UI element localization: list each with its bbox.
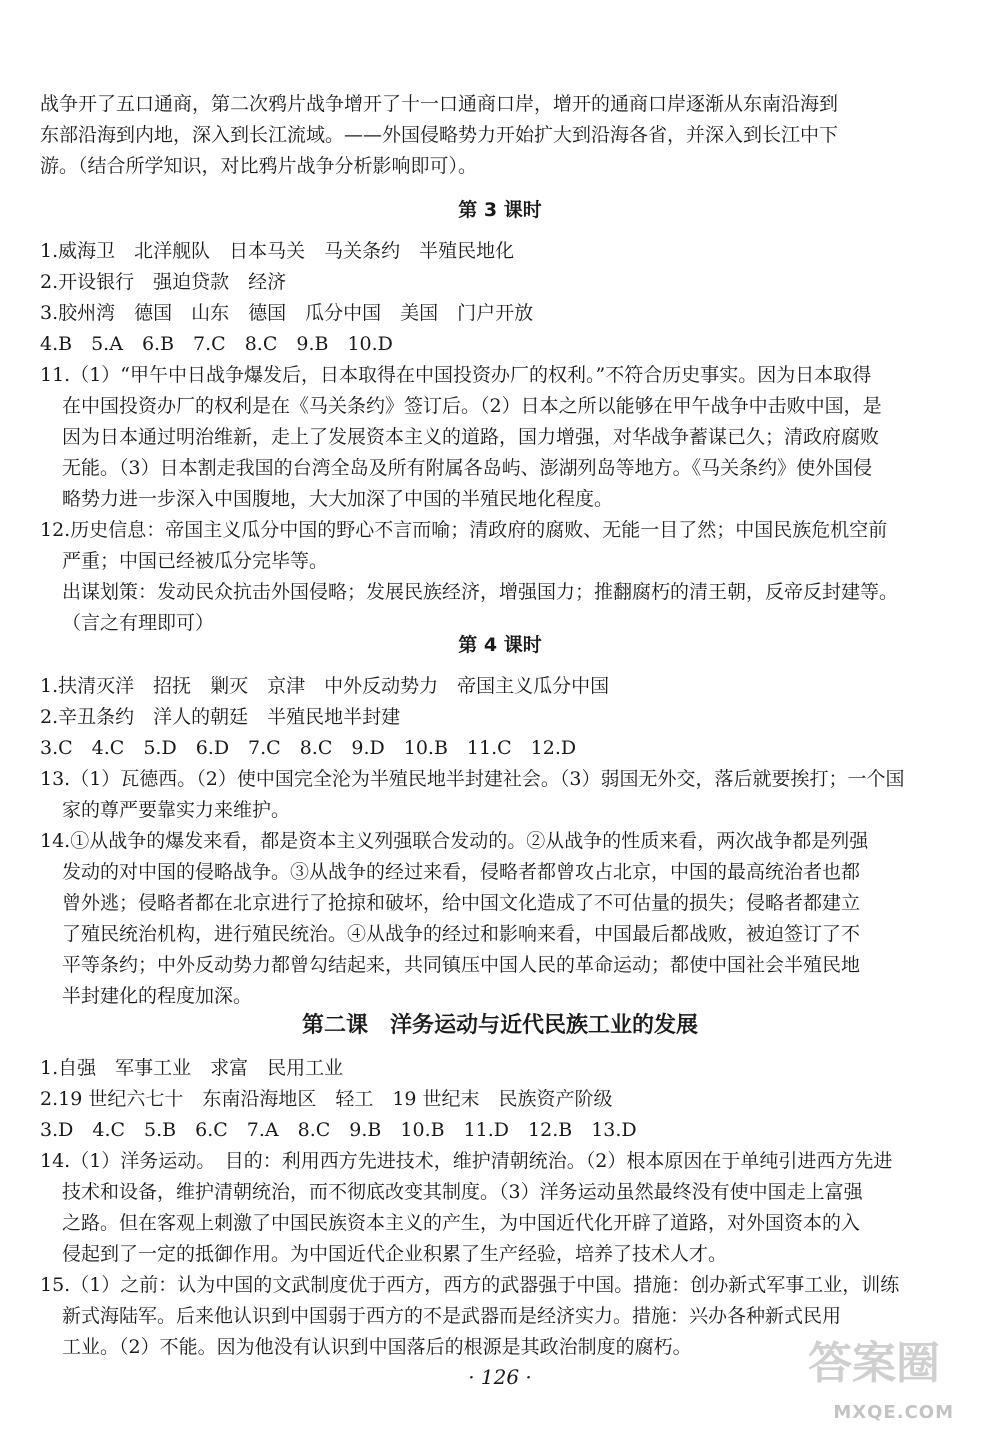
watermark-cn: 答案圈	[808, 1338, 940, 1389]
text-line: 3.胶州湾 德国 山东 德国 瓜分中国 美国 门户开放	[40, 302, 534, 324]
text-line: 之路。但在客观上刺激了中国民族资本主义的产生，为中国近代化开辟了道路，对外国资本的入	[62, 1212, 861, 1234]
text-line: 1.威海卫 北洋舰队 日本马关 马关条约 半殖民地化	[40, 240, 515, 262]
text-line: 2.辛丑条约 洋人的朝廷 半殖民地半封建	[40, 706, 401, 728]
text-line: 了殖民统治机构，进行殖民统治。④从战争的经过和影响来看，中国最后都战败，被迫签订了不	[62, 923, 861, 945]
section-4-answers	[40, 671, 970, 1012]
text-line: 1.自强 军事工业 求富 民用工业	[40, 1057, 344, 1079]
text-line: 2.开设银行 强迫贷款 经济	[40, 271, 287, 293]
text-line: 在中国投资办厂的权利是在《马关条约》签订后。（2）日本之所以能够在甲午战争中击败中国，是	[62, 395, 882, 417]
text-line: 工业。（2）不能。因为他没有认识到中国落后的根源是其政治制度的腐朽。	[62, 1336, 692, 1358]
text-line: 13.（1）瓦德西。（2）使中国完全沦为半殖民地半封建社会。（3）弱国无外交，落后就要挨打；一个国	[40, 768, 905, 790]
watermark-en: MXQE.COM	[833, 1402, 954, 1423]
text-line: 技术和设备，维护清朝统治，而不彻底改变其制度。（3）洋务运动虽然最终没有使中国走上富强	[62, 1181, 863, 1203]
text-line: 战争开了五口通商，第二次鸦片战争增开了十一口通商口岸，增开的通商口岸逐渐从东南沿海到	[40, 93, 839, 115]
text-line: 1.扶清灭洋 招抚 剿灭 京津 中外反动势力 帝国主义瓜分中国	[40, 675, 610, 697]
text-line: 无能。（3）日本割走我国的台湾全岛及所有附属各岛屿、澎湖列岛等地方。《马关条约》使外国侵	[62, 457, 873, 479]
text-line: （言之有理即可）	[62, 612, 215, 634]
text-line: 东部沿海到内地，深入到长江流域。——外国侵略势力开始扩大到沿海各省，并深入到长江中下	[40, 124, 839, 146]
text-line: 略势力进一步深入中国腹地，大大加深了中国的半殖民地化程度。	[62, 488, 614, 510]
page-number: · 126 ·	[468, 1365, 532, 1389]
text-line: 15.（1）之前：认为中国的文武制度优于西方，西方的武器强于中国。措施：创办新式军事工业，训练	[40, 1274, 900, 1296]
text-line: 12.历史信息：帝国主义瓜分中国的野心不言而喻；清政府的腐败、无能一目了然；中国民族危机空前	[40, 519, 888, 541]
text-line: 发动的对中国的侵略战争。③从战争的经过来看，侵略者都曾攻占北京，中国的最高统治者也都	[62, 861, 861, 883]
section-heading-4: 第 4 课时	[458, 634, 542, 656]
text-line: 3.C 4.C 5.D 6.D 7.C 8.C 9.D 10.B 11.C 12.D	[40, 737, 577, 759]
text-line: 曾外逃；侵略者都在北京进行了抢掠和破坏，给中国文化造成了不可估量的损失；侵略者都建立	[62, 892, 861, 914]
text-line: 因为日本通过明治维新，走上了发展资本主义的道路，国力增强，对华战争蓄谋已久；清政府腐败	[62, 426, 880, 448]
lesson-2-answers	[40, 1053, 970, 1363]
lesson-heading: 第二课 洋务运动与近代民族工业的发展	[301, 1013, 698, 1038]
text-line: 14.①从战争的爆发来看，都是资本主义列强联合发动的。②从战争的性质来看，两次战争都是列强	[40, 830, 869, 852]
text-line: 半封建化的程度加深。	[62, 985, 253, 1007]
text-line: 2.19 世纪六七十 东南沿海地区 轻工 19 世纪末 民族资产阶级	[40, 1088, 613, 1110]
text-line: 3.D 4.C 5.B 6.C 7.A 8.C 9.B 10.B 11.D 12.B 13.D	[40, 1119, 637, 1141]
text-line: 4.B 5.A 6.B 7.C 8.C 9.B 10.D	[40, 333, 393, 355]
section-3-answers	[40, 236, 970, 639]
intro-paragraph	[40, 89, 970, 182]
watermark-logo	[730, 1338, 960, 1428]
section-heading-3: 第 3 课时	[458, 199, 542, 221]
text-line: 11.（1）“甲午中日战争爆发后，日本取得在中国投资办厂的权利。”不符合历史事实。因为日本取得	[40, 364, 872, 386]
text-line: 侵起到了一定的抵御作用。为中国近代企业积累了生产经验，培养了技术人才。	[62, 1243, 728, 1265]
text-line: 14.（1）洋务运动。 目的：利用西方先进技术，维护清朝统治。（2）根本原因在于单纯引进西方先进	[40, 1150, 893, 1172]
text-line: 出谋划策：发动民众抗击外国侵略；发展民族经济，增强国力；推翻腐朽的清王朝，反帝反封建等。	[62, 581, 899, 603]
text-line: 平等条约；中外反动势力都曾勾结起来，共同镇压中国人民的革命运动；都使中国社会半殖民地	[62, 954, 861, 976]
text-line: 严重；中国已经被瓜分完毕等。	[62, 550, 329, 572]
text-line: 游。（结合所学知识，对比鸦片战争分析影响即可）。	[40, 155, 478, 177]
text-line: 家的尊严要靠实力来维护。	[62, 799, 291, 821]
text-line: 新式海陆军。后来他认识到中国弱于西方的不是武器而是经济实力。措施：兴办各种新式民用	[62, 1305, 842, 1327]
